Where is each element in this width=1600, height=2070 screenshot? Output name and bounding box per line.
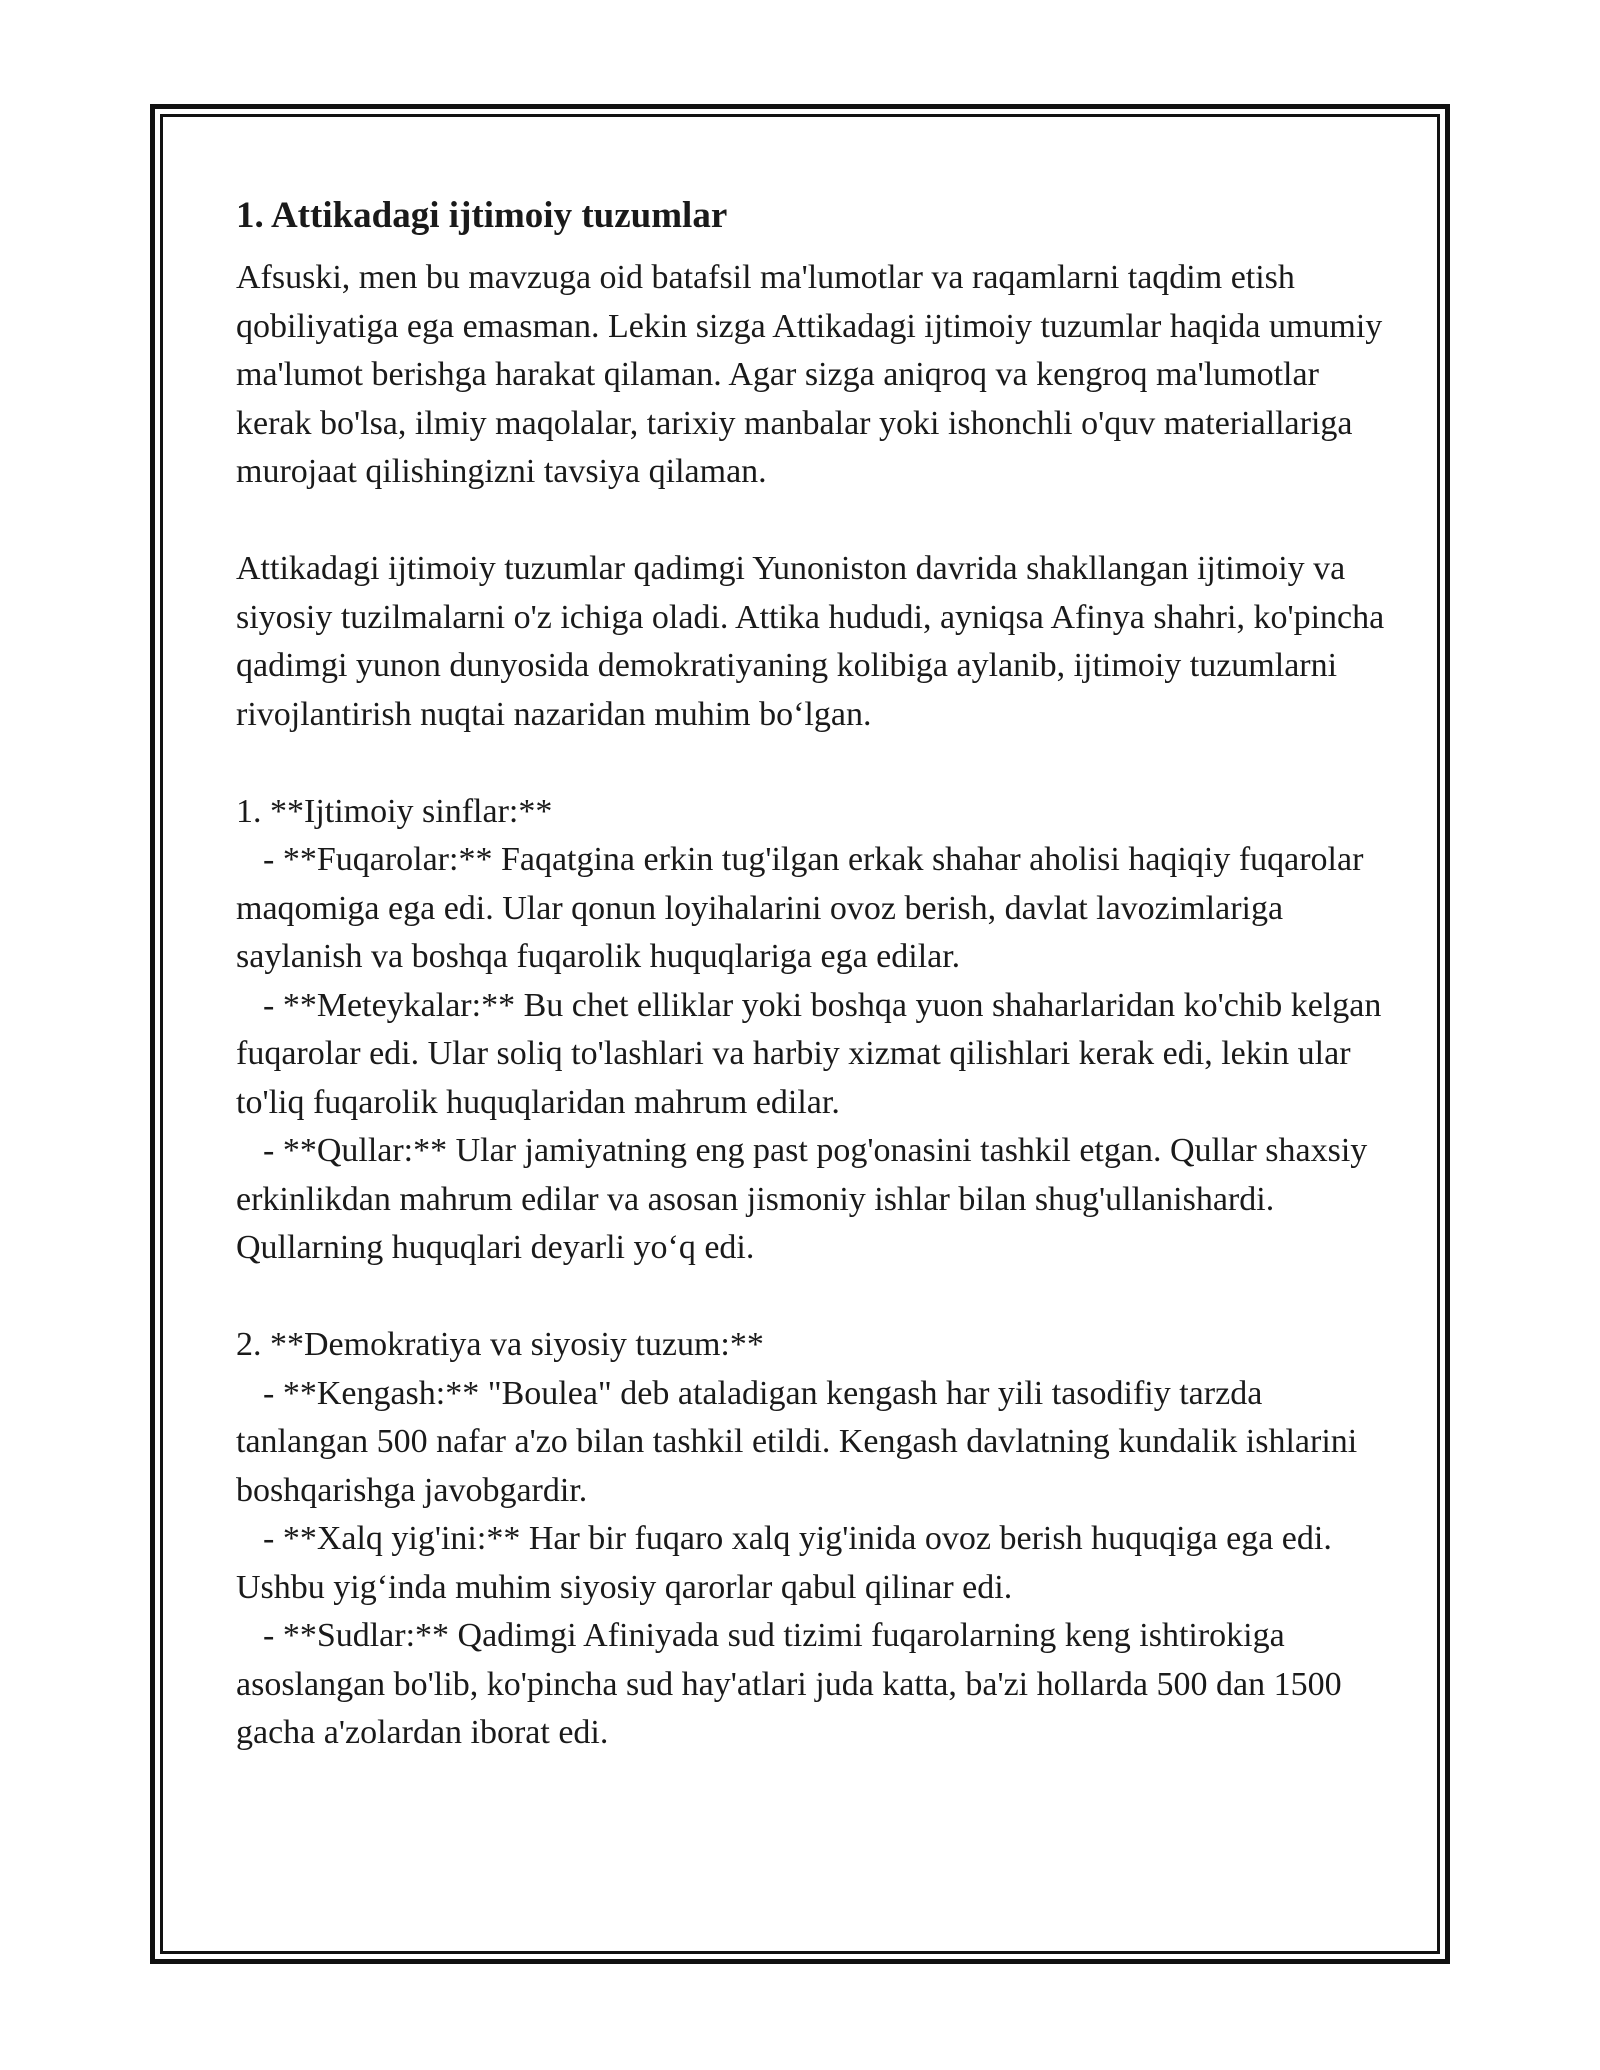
list-item (236, 1515, 1396, 1612)
context-paragraph: Attikadagi ijtimoiy tuzumlar qadimgi Yunoniston davrida shakllangan ijtimoiy va siyosiy tuzilmalarni o'z ichiga oladi. Attika hududi, ayniqsa Afinya shahri, ko'pincha qadimgi yunon dunyosida demokratiyaning kolibiga aylanib, ijtimoiy tuzumlarni rivojlantirish nuqtai nazaridan muhim bo‘lgan. (236, 550, 1393, 733)
list-item-text: - **Sudlar:** Qadimgi Afiniyada sud tizimi fuqarolarning keng ishtirokiga asoslangan bo'lib, ko'pincha sud hay'atlari juda katta, ba'zi hollarda 500 dan 1500 gacha a'zolardan iborat edi. (236, 1617, 1351, 1751)
list-item-text: - **Qullar:** Ular jamiyatning eng past pog'onasini tashkil etgan. Qullar shaxsiy erkinlikdan mahrum edilar va asosan jismoniy ishlar bilan shug'ullanishardi. Qullarning huquqlari deyarli yo‘q edi. (236, 1132, 1376, 1266)
section-democracy (236, 1321, 1396, 1758)
list-item (236, 836, 1396, 982)
section-social-classes (236, 788, 1396, 1273)
document-body (236, 188, 1396, 1758)
list-item-text: - **Meteykalar:** Bu chet elliklar yoki boshqa yuon shaharlaridan ko'chib kelgan fuqarolar edi. Ular soliq to'lashlari va harbiy xizmat qilishlari kerak edi, lekin ular to'liq fuqarolik huquqlaridan mahrum edilar. (236, 986, 1390, 1121)
intro-paragraph: Afsuski, men bu mavzuga oid batafsil ma'lumotlar va raqamlarni taqdim etish qobiliyatiga ega emasman. Lekin sizga Attikadagi ijtimoiy tuzumlar haqida umumiy ma'lumot berishga harakat qilaman. Agar sizga aniqroq va kengroq ma'lumotlar kerak bo'lsa, ilmiy maqolalar, tarixiy manbalar yoki ishonchli o'quv materiallariga murojaat qilishingizni tavsiya qilaman. (236, 259, 1391, 490)
paragraph-spacer (236, 739, 1396, 788)
list-item (236, 1612, 1396, 1758)
section-heading: 1. Attikadagi ijtimoiy tuzumlar (236, 195, 728, 236)
list-item (236, 982, 1396, 1128)
list-item-text: - **Kengash:** "Boulea" deb ataladigan kengash har yili tasodifiy tarzda tanlangan 500 nafar a'zo bilan tashkil etildi. Kengash davlatning kundalik ishlarini boshqarishga javobgardir. (236, 1374, 1366, 1509)
paragraph-spacer (236, 1273, 1396, 1322)
list-item-text: - **Xalq yig'ini:** Har bir fuqaro xalq yig'inida ovoz berish huquqiga ega edi. Ushbu yig‘inda muhim siyosiy qarorlar qabul qilinar edi. (236, 1520, 1341, 1606)
section-title: 1. **Ijtimoiy sinflar:** (236, 792, 553, 830)
section-title: 2. **Demokratiya va siyosiy tuzum:** (236, 1326, 764, 1363)
list-item (236, 1127, 1396, 1273)
paragraph-spacer (236, 497, 1396, 546)
list-item (236, 1370, 1396, 1516)
list-item-text: - **Fuqarolar:** Faqatgina erkin tug'ilgan erkak shahar aholisi haqiqiy fuqarolar maqomiga ega edi. Ular qonun loyihalarini ovoz berish, davlat lavozimlariga saylanish va boshqa fuqarolik huquqlariga ega edilar. (236, 841, 1372, 975)
